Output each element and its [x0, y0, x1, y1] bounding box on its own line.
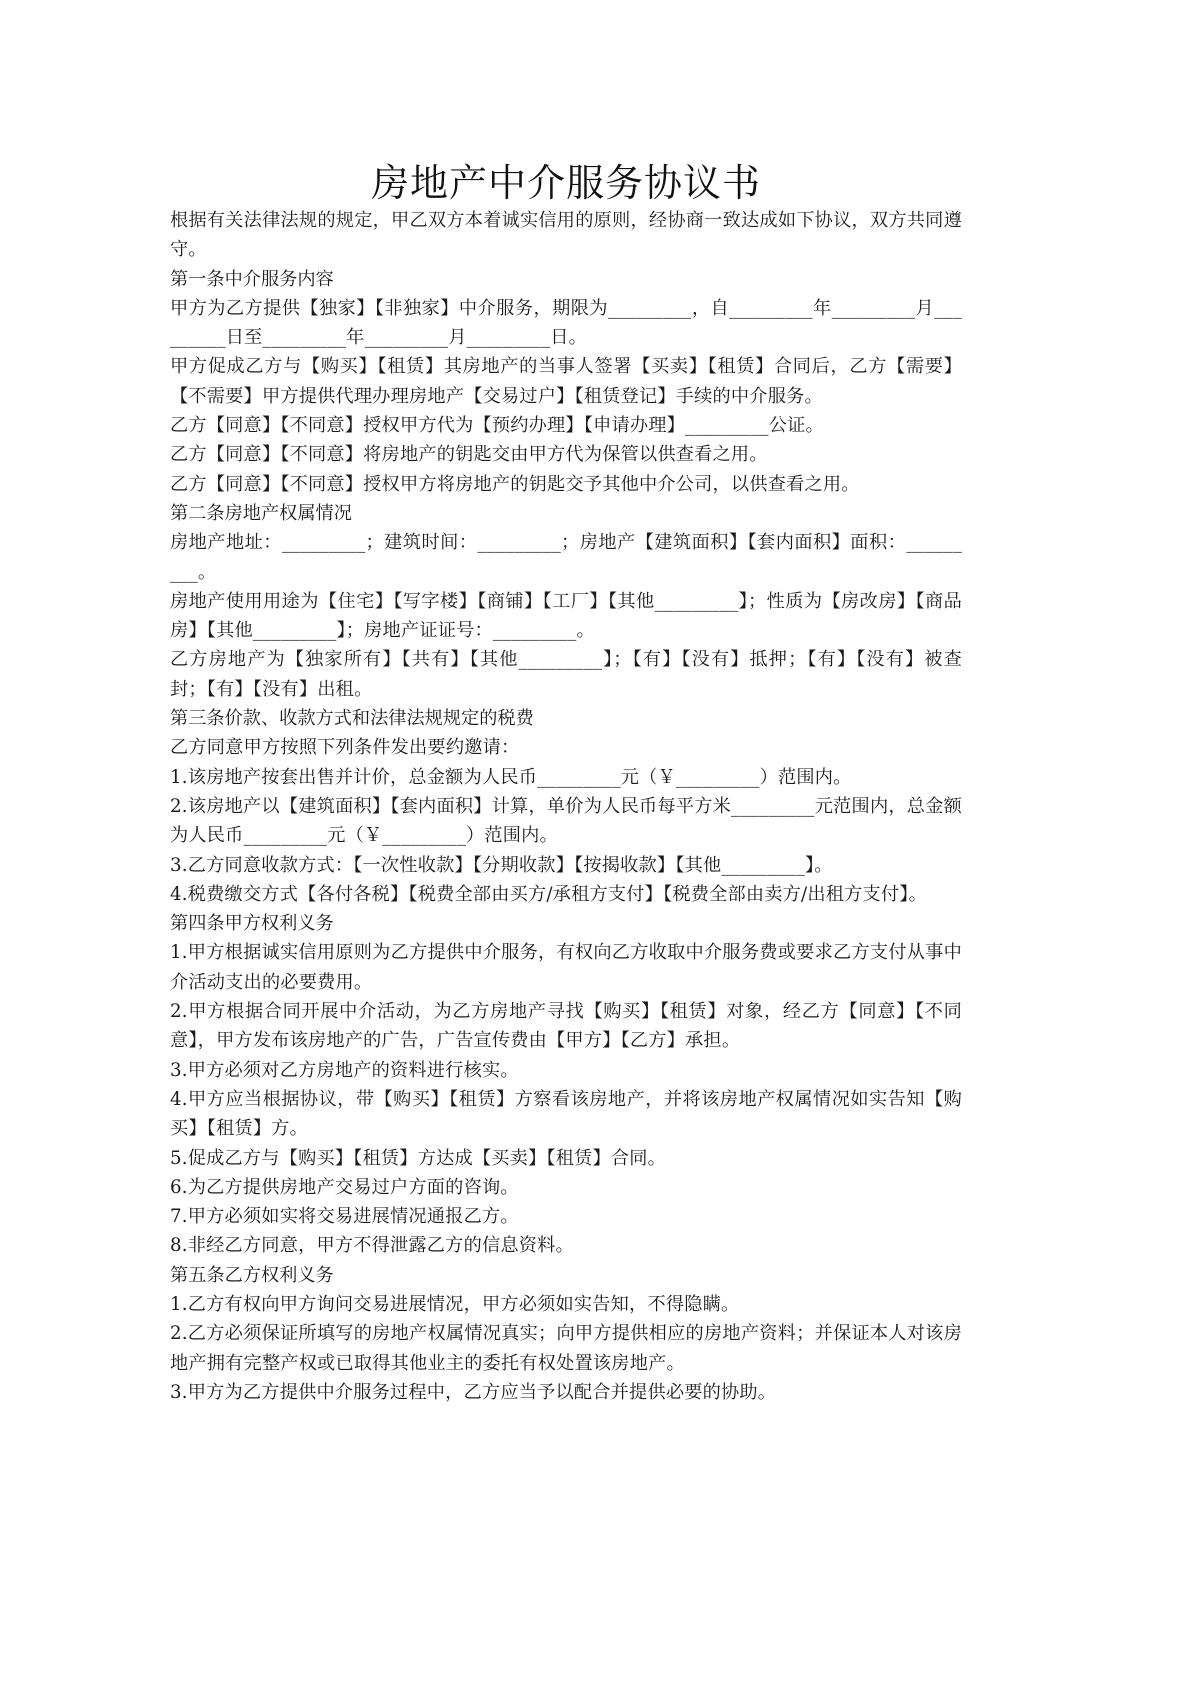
document-page — [170, 160, 962, 1407]
article-4-clause: 8.非经乙方同意，甲方不得泄露乙方的信息资料。 — [170, 1235, 574, 1257]
article-4-clause: 4.甲方应当根据协议，带【购买】【租赁】方察看该房地产，并将该房地产权属情况如实告知【购买】【租赁】方。 — [170, 1088, 962, 1140]
article-3-clause: 2.该房地产以【建筑面积】【套内面积】计算，单价为人民币每平方米_________元范围内，总金额为人民币_________元（￥_________）范围内。 — [170, 795, 962, 847]
article-4-clause: 1.甲方根据诚实信用原则为乙方提供中介服务，有权向乙方收取中介服务费或要求乙方支付从事中介活动支出的必要费用。 — [170, 942, 962, 993]
article-2-clause: 房地产使用用途为【住宅】【写字楼】【商铺】【工厂】【其他_________】；性质为【房改房】【商品房】【其他_________】；房地产证证号：_________。 — [170, 590, 962, 642]
article-3-clause: 4.税费缴交方式【各付各税】【税费全部由买方/承租方支付】【税费全部由卖方/出租方支付】。 — [170, 883, 927, 905]
article-4-clause: 3.甲方必须对乙方房地产的资料进行核实。 — [170, 1059, 519, 1081]
article-2-clause: 房地产地址：_________；建筑时间：_________；房地产【建筑面积】【套内面积】面积：_________。 — [170, 532, 962, 583]
article-1-clause: 乙方【同意】【不同意】授权甲方代为【预约办理】【申请办理】_________公证。 — [170, 415, 824, 437]
article-5-clause: 1.乙方有权向甲方询问交易进展情况，甲方必须如实告知，不得隐瞒。 — [170, 1293, 740, 1315]
article-2-heading: 第二条房地产权属情况 — [170, 502, 352, 524]
document-body — [170, 206, 962, 1407]
article-5-clause: 3.甲方为乙方提供中介服务过程中，乙方应当予以配合并提供必要的协助。 — [170, 1381, 777, 1403]
article-5-heading: 第五条乙方权利义务 — [170, 1264, 334, 1286]
article-4-clause: 7.甲方必须如实将交易进展情况通报乙方。 — [170, 1206, 519, 1228]
article-3-heading: 第三条价款、收款方式和法律法规规定的税费 — [170, 708, 534, 730]
article-1-clause: 乙方【同意】【不同意】将房地产的钥匙交由甲方代为保管以供查看之用。 — [170, 444, 768, 466]
article-4-heading: 第四条甲方权利义务 — [170, 913, 334, 935]
article-3-clause: 1.该房地产按套出售并计价，总金额为人民币_________元（￥_________）范围内。 — [170, 766, 852, 788]
document-title: 房地产中介服务协议书 — [370, 161, 761, 205]
article-4-clause: 5.促成乙方与【购买】【租赁】方达成【买卖】【租赁】合同。 — [170, 1147, 667, 1169]
preamble: 根据有关法律法规的规定，甲乙双方本着诚实信用的原则，经协商一致达成如下协议，双方共同遵守。 — [170, 210, 962, 261]
article-1-clause: 甲方为乙方提供【独家】【非独家】中介服务，期限为_________，自_________年_________月_________日至_________年_________月_________日。 — [170, 297, 962, 349]
article-1-clause: 乙方【同意】【不同意】授权甲方将房地产的钥匙交予其他中介公司，以供查看之用。 — [170, 473, 860, 495]
article-4-clause: 2.甲方根据合同开展中介活动，为乙方房地产寻找【购买】【租赁】对象，经乙方【同意】【不同意】，甲方发布该房地产的广告，广告宣传费由【甲方】【乙方】承担。 — [170, 1001, 962, 1052]
article-3-clause: 乙方同意甲方按照下列条件发出要约邀请： — [170, 737, 520, 759]
article-2-clause: 乙方房地产为【独家所有】【共有】【其他_________】；【有】【没有】抵押；【有】【没有】被查封；【有】【没有】出租。 — [170, 649, 962, 700]
article-4-clause: 6.为乙方提供房地产交易过户方面的咨询。 — [170, 1176, 519, 1198]
article-1-heading: 第一条中介服务内容 — [170, 268, 334, 290]
article-1-clause: 甲方促成乙方与【购买】【租赁】其房地产的当事人签署【买卖】【租赁】合同后，乙方【需要】【不需要】甲方提供代理办理房地产【交易过户】【租赁登记】手续的中介服务。 — [170, 356, 962, 407]
article-5-clause: 2.乙方必须保证所填写的房地产权属情况真实；向甲方提供相应的房地产资料；并保证本人对该房地产拥有完整产权或已取得其他业主的委托有权处置该房地产。 — [170, 1323, 962, 1374]
article-3-clause: 3.乙方同意收款方式：【一次性收款】【分期收款】【按揭收款】【其他_________】。 — [170, 854, 833, 876]
